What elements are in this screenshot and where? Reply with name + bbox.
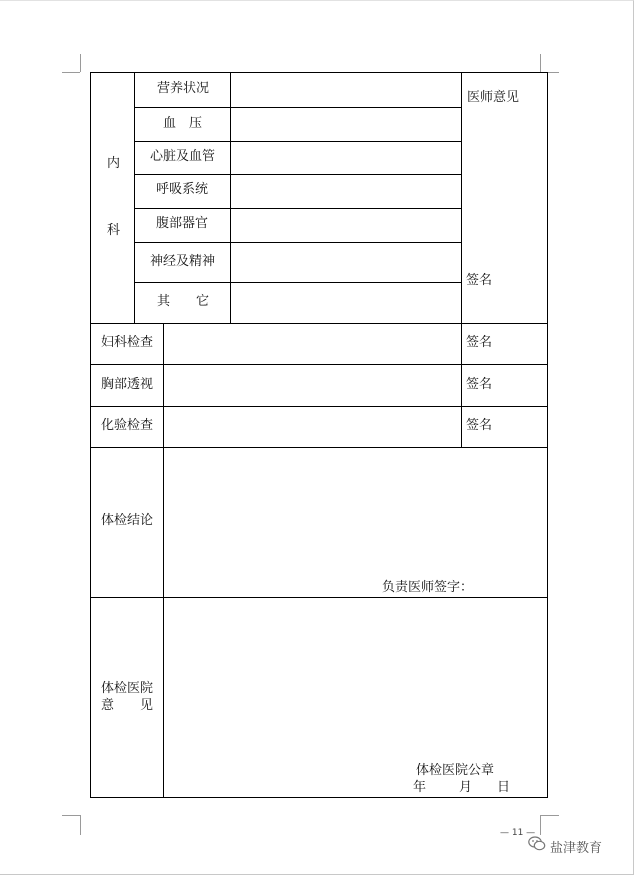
item-abdominal: 腹部器官 [156,216,209,231]
table-border-left [90,72,91,798]
grid-line [134,107,461,108]
grid-line [90,597,548,598]
doctor-opinion-label: 医师意见 [467,90,520,105]
hospital-opinion-label-1: 体检医院 [101,681,154,696]
grid-line [134,282,461,283]
watermark-text: 盐津教育 [550,840,603,856]
grid-line [134,174,461,175]
grid-line [90,364,548,365]
item-blood-pressure: 血 压 [163,116,203,131]
hospital-seal-label: 体检医院公章 [416,763,495,778]
crop-mark [540,815,541,835]
item-nutrition: 营养状况 [157,81,210,96]
watermark [528,836,602,856]
crop-mark [62,72,80,73]
chest-xray-label: 胸部透视 [101,377,154,392]
date-year: 年 [413,780,427,795]
lab-sign-label: 签名 [466,418,493,433]
lab-test-label: 化验检查 [101,418,154,433]
item-respiratory: 呼吸系统 [156,182,209,197]
table-border-right [547,72,548,798]
grid-line [134,72,135,323]
grid-line [90,406,548,407]
crop-mark [80,815,81,835]
conclusion-label: 体检结论 [101,513,154,528]
date-month: 月 [459,780,473,795]
crop-mark [540,54,541,72]
wechat-bubble-icon [528,836,546,856]
doctor-signature-label: 负责医师签字： [382,580,474,595]
table-border-bottom [90,797,548,798]
item-neuro-psych: 神经及精神 [150,254,216,269]
grid-line [134,141,461,142]
internal-sign-label: 签名 [466,273,493,288]
grid-line [134,208,461,209]
table-border-top [90,72,548,73]
item-heart-vessels: 心脏及血管 [150,149,216,164]
grid-line [90,323,548,324]
page-number: — 11 — [500,828,536,838]
grid-line [230,72,231,323]
grid-line [461,72,462,447]
grid-line [134,242,461,243]
gyn-exam-label: 妇科检查 [101,335,154,350]
hospital-opinion-label-2: 意 见 [101,698,154,713]
crop-mark [80,54,81,72]
gyn-sign-label: 签名 [466,335,493,350]
grid-line [90,447,548,448]
internal-medicine-char-1: 内 [107,156,121,171]
crop-mark [541,815,559,816]
date-day: 日 [497,780,511,795]
grid-line [163,323,164,798]
internal-medicine-char-2: 科 [107,223,121,238]
chest-sign-label: 签名 [466,377,493,392]
crop-mark [62,815,80,816]
item-other: 其 它 [157,294,210,309]
